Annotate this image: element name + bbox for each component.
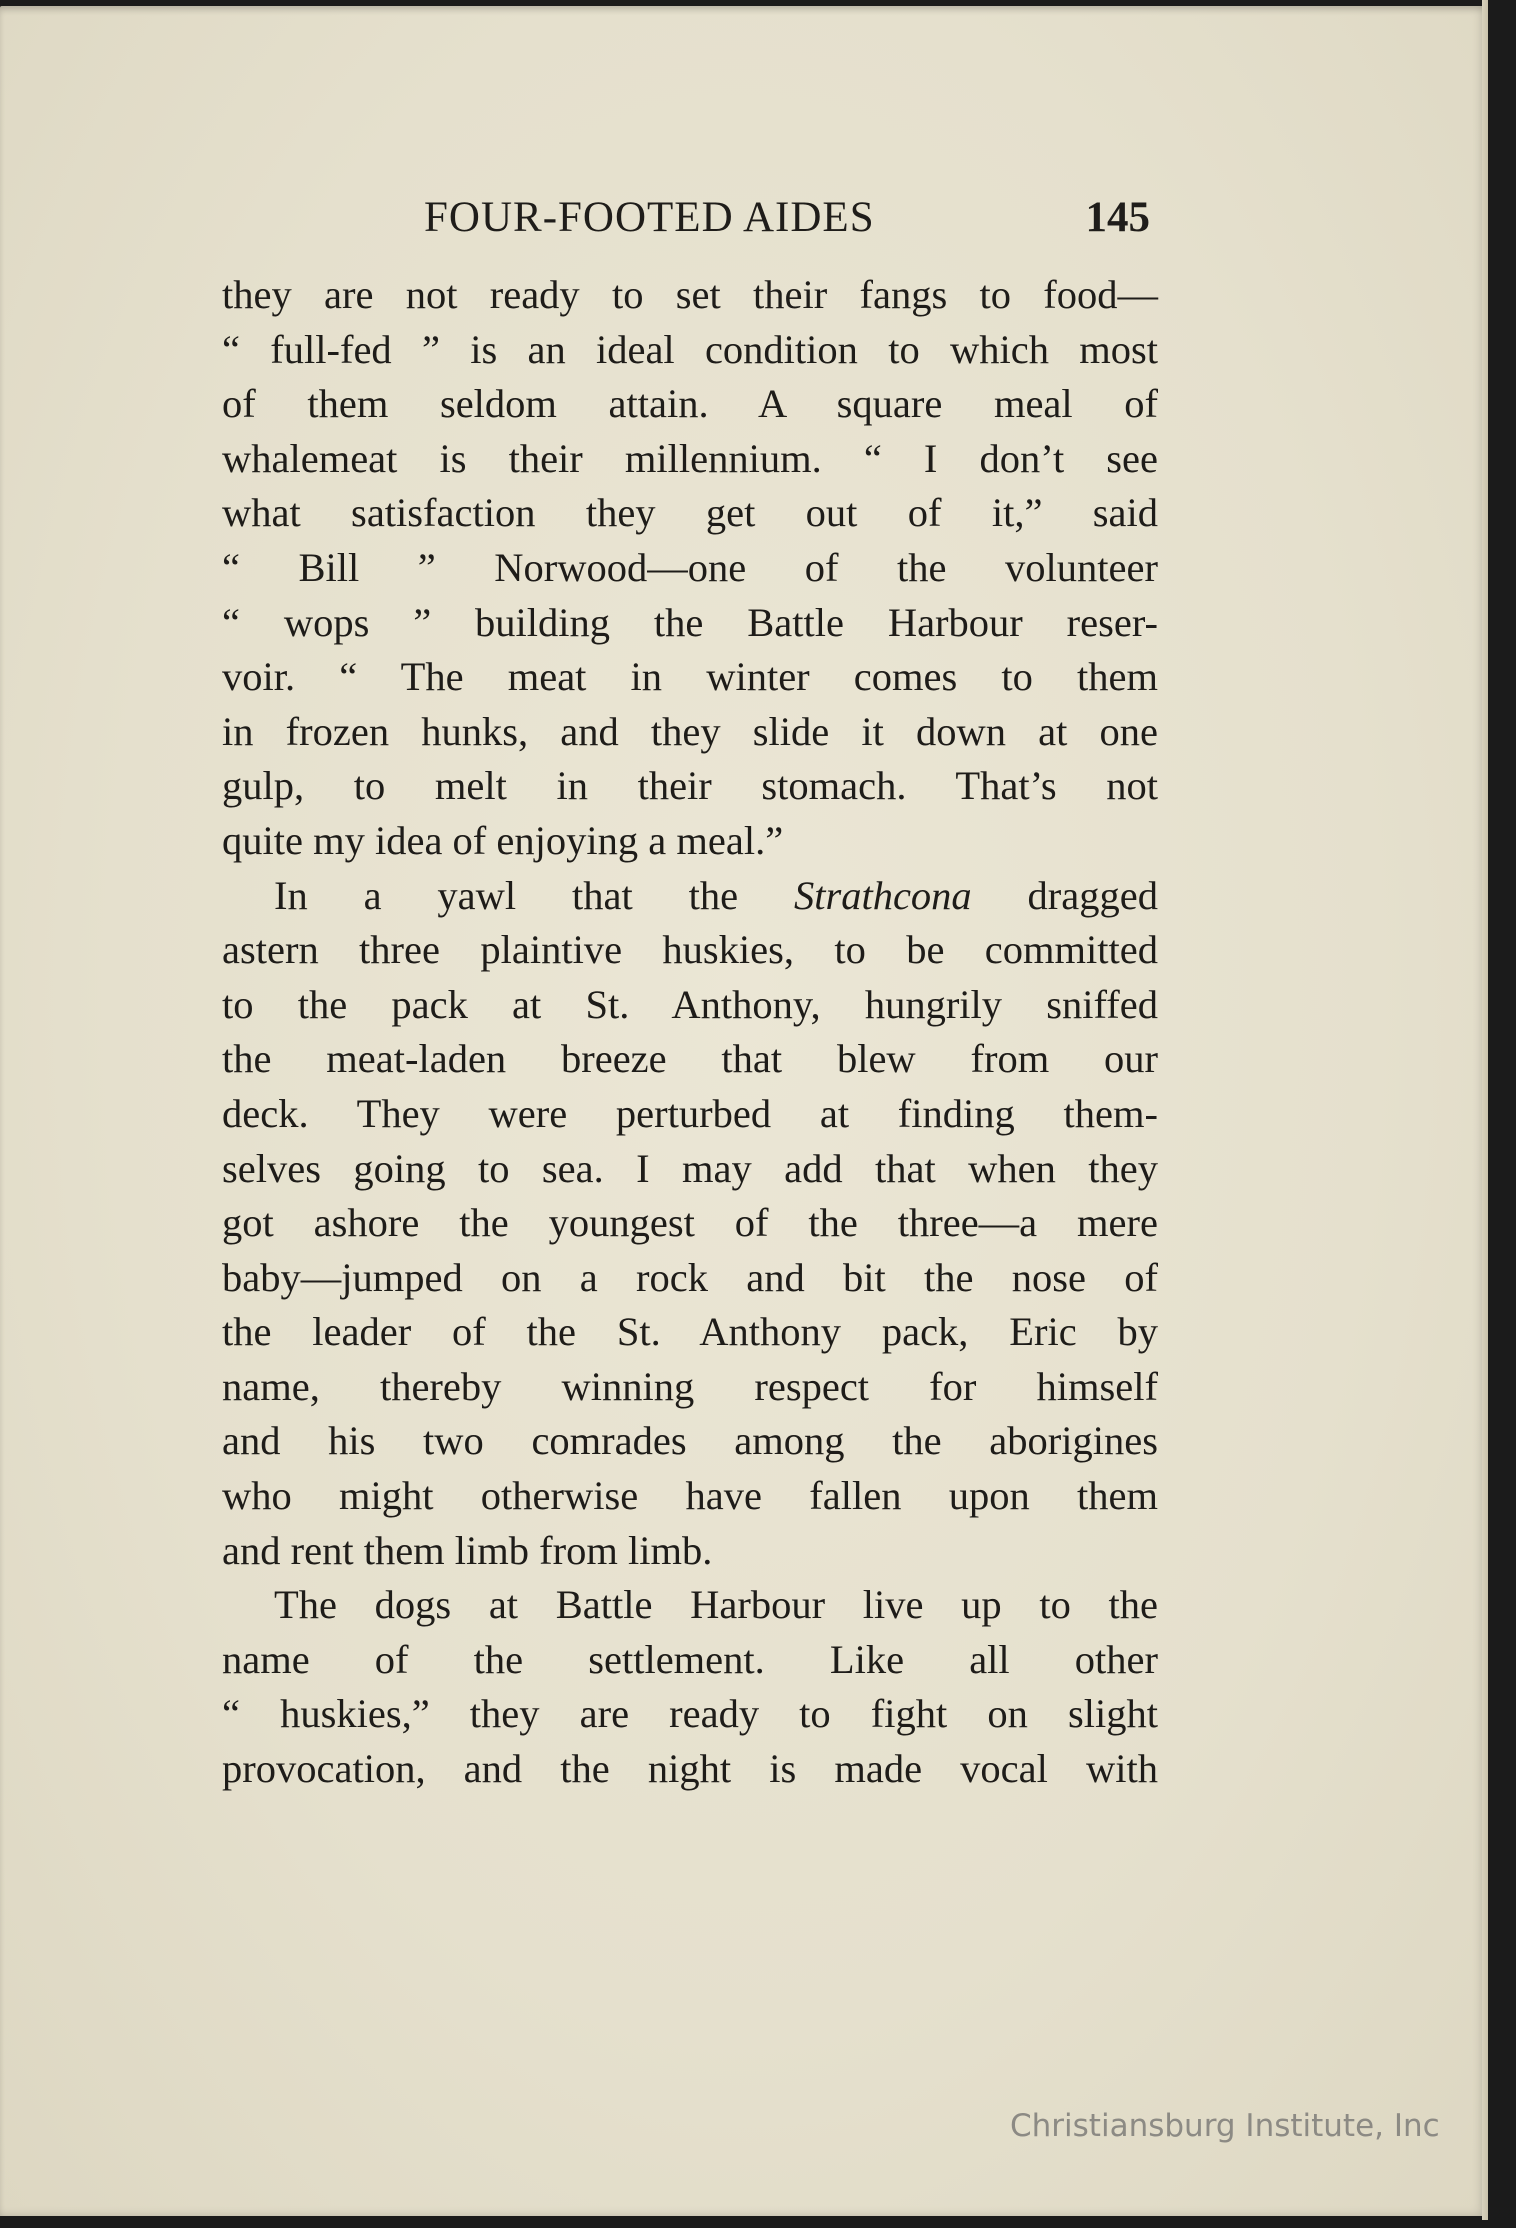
body-text [222, 268, 1158, 1797]
page-number: 145 [1085, 194, 1150, 241]
text-line: got ashore the youngest of the three—a mere [222, 1200, 1158, 1246]
watermark: Christiansburg Institute, Inc [1010, 2108, 1440, 2144]
italic-line-after: dragged [971, 872, 1158, 918]
text-line: the leader of the St. Anthony pack, Eric by [222, 1309, 1158, 1355]
ship-name: Strathcona [793, 872, 972, 918]
running-title: FOUR-FOOTED AIDES [424, 194, 875, 241]
text-line: “ full-fed ” is an ideal condition to which most [222, 326, 1158, 372]
text-line: provocation, and the night is made vocal with [222, 1746, 1158, 1792]
text-line: astern three plaintive huskies, to be committed [222, 927, 1158, 973]
text-line: they are not ready to set their fangs to food— [222, 272, 1158, 317]
text-line: selves going to sea. I may add that when they [222, 1145, 1158, 1191]
text-line: quite my idea of enjoying a meal.” [222, 817, 784, 863]
text-line: “ Bill ” Norwood—one of the volunteer [222, 544, 1158, 590]
running-head [424, 188, 1150, 248]
text-line: gulp, to melt in their stomach. That’s not [222, 763, 1158, 809]
text-line-with-italic [222, 869, 1158, 924]
text-line: of them seldom attain. A square meal of [222, 381, 1158, 427]
text-line: deck. They were perturbed at finding them- [222, 1090, 1158, 1136]
text-line: the meat-laden breeze that blew from our [222, 1036, 1158, 1082]
page-edge [1482, 0, 1488, 2220]
text-line: name of the settlement. Like all other [222, 1636, 1158, 1682]
text-line: name, thereby winning respect for himself [222, 1363, 1158, 1409]
text-line: baby—jumped on a rock and bit the nose of [222, 1254, 1158, 1300]
text-line: and his two comrades among the aborigines [222, 1418, 1158, 1464]
text-line: what satisfaction they get out of it,” said [222, 490, 1158, 536]
italic-line-before: In a yawl that the [274, 872, 794, 918]
text-line: to the pack at St. Anthony, hungrily sniffed [222, 981, 1158, 1027]
text-line: The dogs at Battle Harbour live up to the [274, 1582, 1158, 1628]
text-line: and rent them limb from limb. [222, 1527, 713, 1573]
text-line: who might otherwise have fallen upon them [222, 1473, 1158, 1519]
text-line: “ huskies,” they are ready to fight on slight [222, 1691, 1158, 1737]
paper-page [0, 6, 1488, 2216]
text-line: in frozen hunks, and they slide it down at one [222, 708, 1158, 754]
text-line: “ wops ” building the Battle Harbour reser- [222, 599, 1158, 645]
text-line: whalemeat is their millennium. “ I don’t see [222, 435, 1158, 481]
text-line: voir. “ The meat in winter comes to them [222, 654, 1158, 700]
